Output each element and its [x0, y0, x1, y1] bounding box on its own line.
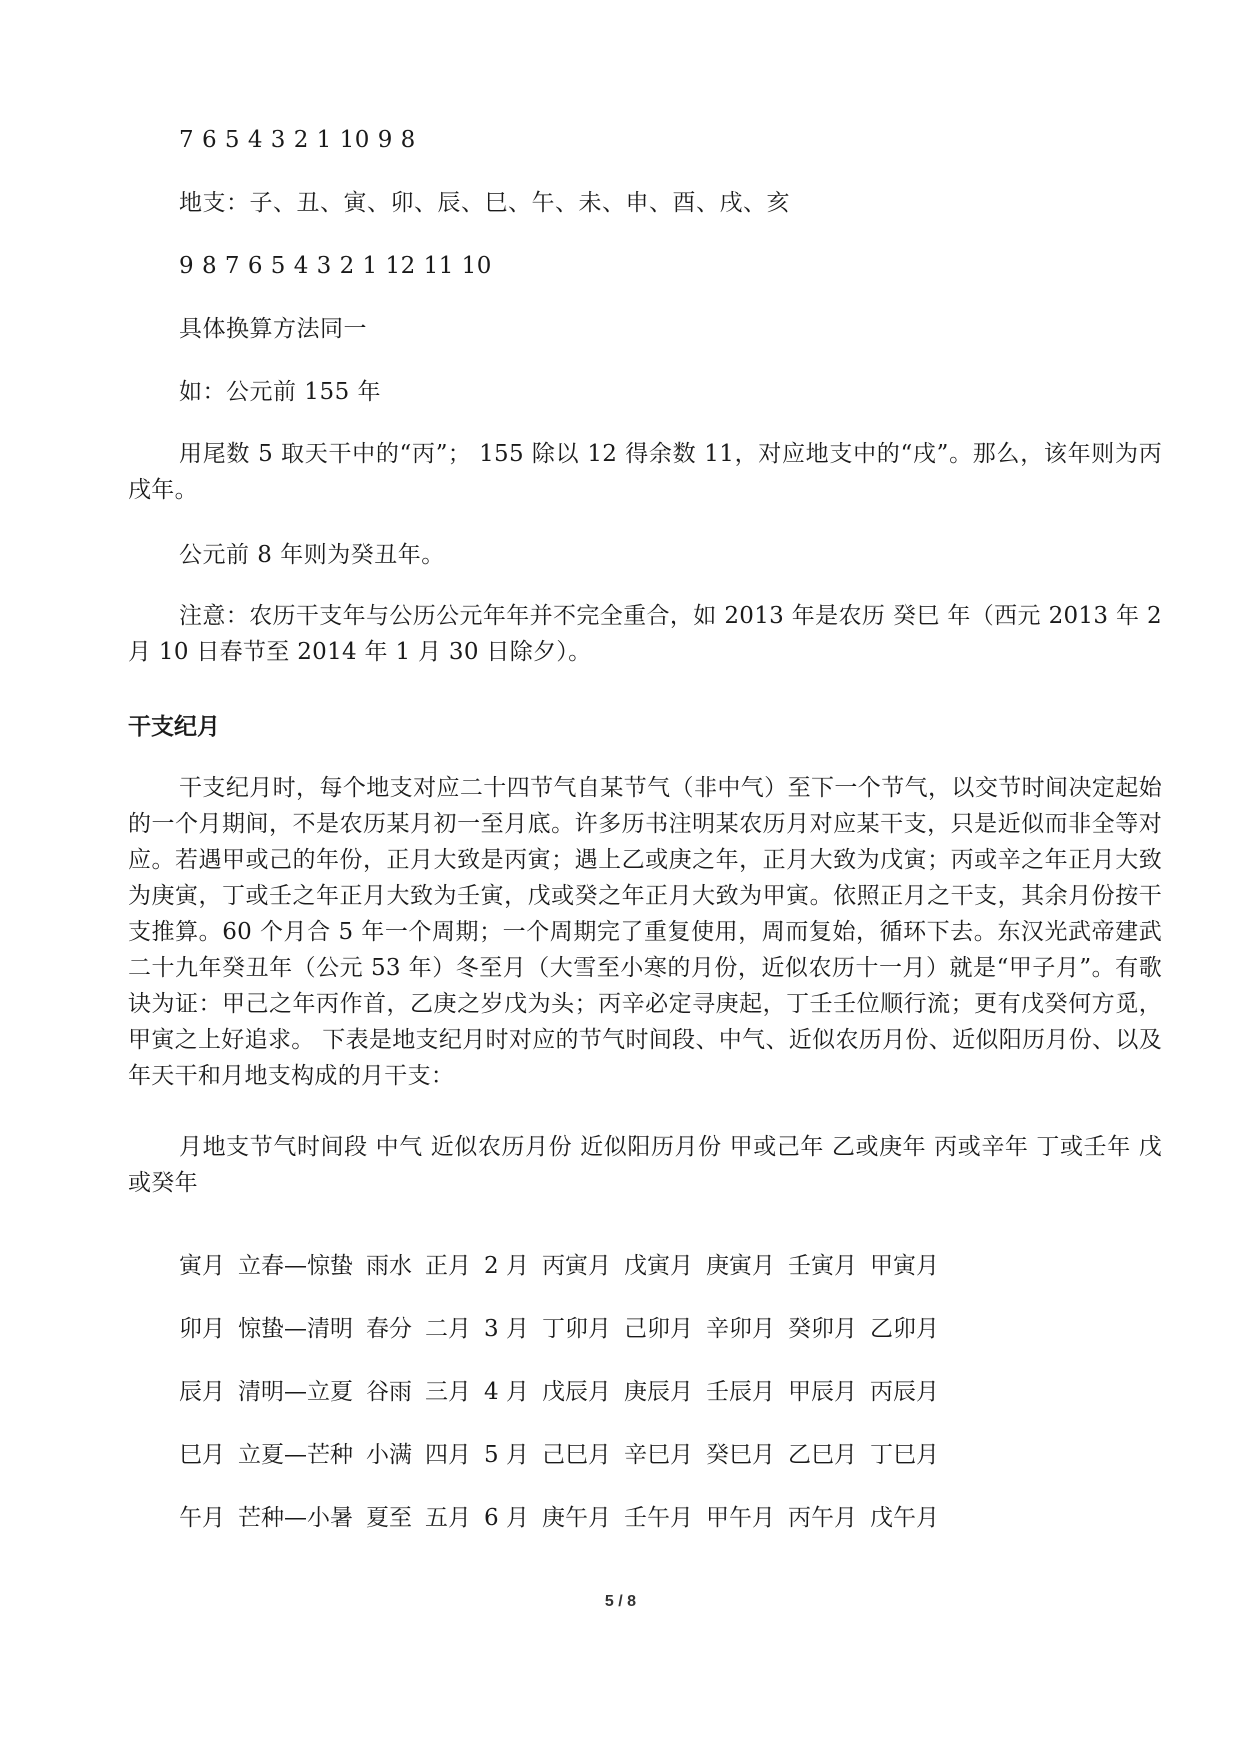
table-cell: 癸卯月 [787, 1316, 857, 1342]
earthly-branches-line: 地支：子、丑、寅、卯、辰、巳、午、未、申、酉、戌、亥 [179, 190, 790, 216]
table-cell: 辛卯月 [705, 1316, 775, 1342]
branch-number-line: 9 8 7 6 5 4 3 2 1 12 11 10 [179, 253, 492, 279]
table-row [179, 1503, 952, 1533]
table-header-paragraph: 月地支节气时间段 中气 近似农历月份 近似阳历月份 甲或己年 乙或庚年 丙或辛年 丁或壬年 戊或癸年 [128, 1134, 1162, 1196]
table-cell: 丙午月 [787, 1505, 857, 1531]
table-cell: 庚寅月 [705, 1253, 775, 1279]
method-line: 具体换算方法同一 [179, 316, 367, 342]
table-cell: 癸巳月 [705, 1442, 775, 1468]
table-cell: 戊寅月 [623, 1253, 693, 1279]
table-cell: 甲午月 [705, 1505, 775, 1531]
table-cell: 五月 [425, 1505, 471, 1531]
table-cell: 辛巳月 [623, 1442, 693, 1468]
table-cell: 乙卯月 [869, 1316, 939, 1342]
table-cell: 丙寅月 [541, 1253, 611, 1279]
table-cell: 甲寅月 [869, 1253, 939, 1279]
table-cell: 午月 [179, 1505, 225, 1531]
table-cell: 己卯月 [623, 1316, 693, 1342]
table-cell: 卯月 [179, 1316, 225, 1342]
table-cell: 庚辰月 [623, 1379, 693, 1405]
table-cell: 惊蛰—清明 [238, 1316, 353, 1342]
table-cell: 4 月 [484, 1379, 529, 1405]
table-cell: 春分 [366, 1316, 412, 1342]
table-row [179, 1314, 952, 1344]
table-cell: 2 月 [484, 1253, 529, 1279]
table-cell: 小满 [366, 1442, 412, 1468]
table-cell: 正月 [425, 1253, 471, 1279]
table-cell: 巳月 [179, 1442, 225, 1468]
table-cell: 三月 [425, 1379, 471, 1405]
table-cell: 戊午月 [869, 1505, 939, 1531]
table-cell: 立春—惊蛰 [238, 1253, 353, 1279]
table-cell: 二月 [425, 1316, 471, 1342]
table-row [179, 1251, 952, 1281]
note-paragraph: 注意：农历干支年与公历公元年年并不完全重合，如 2013 年是农历 癸巳 年（西元 2013 年 2 月 10 日春节至 2014 年 1 月 30 日除夕）。 [128, 603, 1162, 665]
table-cell: 庚午月 [541, 1505, 611, 1531]
table-cell: 己巳月 [541, 1442, 611, 1468]
table-cell: 谷雨 [366, 1379, 412, 1405]
section-body-paragraph: 干支纪月时，每个地支对应二十四节气自某节气（非中气）至下一个节气，以交节时间决定起始的一个月期间，不是农历某月初一至月底。许多历书注明某农历月对应某干支，只是近似而非全等对应。若遇甲或己的年份，正月大致是丙寅；遇上乙或庚之年，正月大致为戊寅；丙或辛之年正月大致为庚寅，丁或壬之年正月大致为壬寅，戊或癸之年正月大致为甲寅。依照正月之干支，其余月份按干支推算。60 个月合 5 年一个周期；一个周期完了重复使用，周而复始，循环下去。东汉光武帝建武二十九年癸丑年（公元 53 年）冬至月（大雪至小寒的月份，近似农历十一月）就是“甲子月”。有歌诀为证：甲己之年丙作首，乙庚之岁戊为头；丙辛必定寻庚起，丁壬壬位顺行流；更有戊癸何方觅，甲寅之上好追求。 下表是地支纪月时对应的节气时间段、中气、近似农历月份、近似阳历月份、以及年天干和月地支构成的月干支： [128, 775, 1162, 1089]
table-cell: 3 月 [484, 1316, 529, 1342]
table-cell: 丁巳月 [869, 1442, 939, 1468]
table-cell: 辰月 [179, 1379, 225, 1405]
table-cell: 壬寅月 [787, 1253, 857, 1279]
table-cell: 四月 [425, 1442, 471, 1468]
page-number: 5 / 8 [604, 1593, 637, 1610]
table-row [179, 1377, 952, 1407]
table-cell: 6 月 [484, 1505, 529, 1531]
table-cell: 戊辰月 [541, 1379, 611, 1405]
table-cell: 丙辰月 [869, 1379, 939, 1405]
table-cell: 壬午月 [623, 1505, 693, 1531]
calculation-paragraph: 用尾数 5 取天干中的“丙”； 155 除以 12 得余数 11，对应地支中的“戌”。那么，该年则为丙戌年。 [128, 441, 1162, 503]
table-cell: 雨水 [366, 1253, 412, 1279]
table-row [179, 1440, 952, 1470]
table-cell: 5 月 [484, 1442, 529, 1468]
table-cell: 芒种—小暑 [238, 1505, 353, 1531]
table-cell: 壬辰月 [705, 1379, 775, 1405]
example-line: 如：公元前 155 年 [179, 379, 382, 405]
table-cell: 夏至 [366, 1505, 412, 1531]
table-cell: 丁卯月 [541, 1316, 611, 1342]
table-cell: 立夏—芒种 [238, 1442, 353, 1468]
example2-line: 公元前 8 年则为癸丑年。 [179, 542, 445, 568]
section-heading: 干支纪月 [128, 714, 220, 740]
table-cell: 乙巳月 [787, 1442, 857, 1468]
table-cell: 寅月 [179, 1253, 225, 1279]
table-cell: 甲辰月 [787, 1379, 857, 1405]
table-cell: 清明—立夏 [238, 1379, 353, 1405]
stem-number-line: 7 6 5 4 3 2 1 10 9 8 [179, 127, 416, 153]
